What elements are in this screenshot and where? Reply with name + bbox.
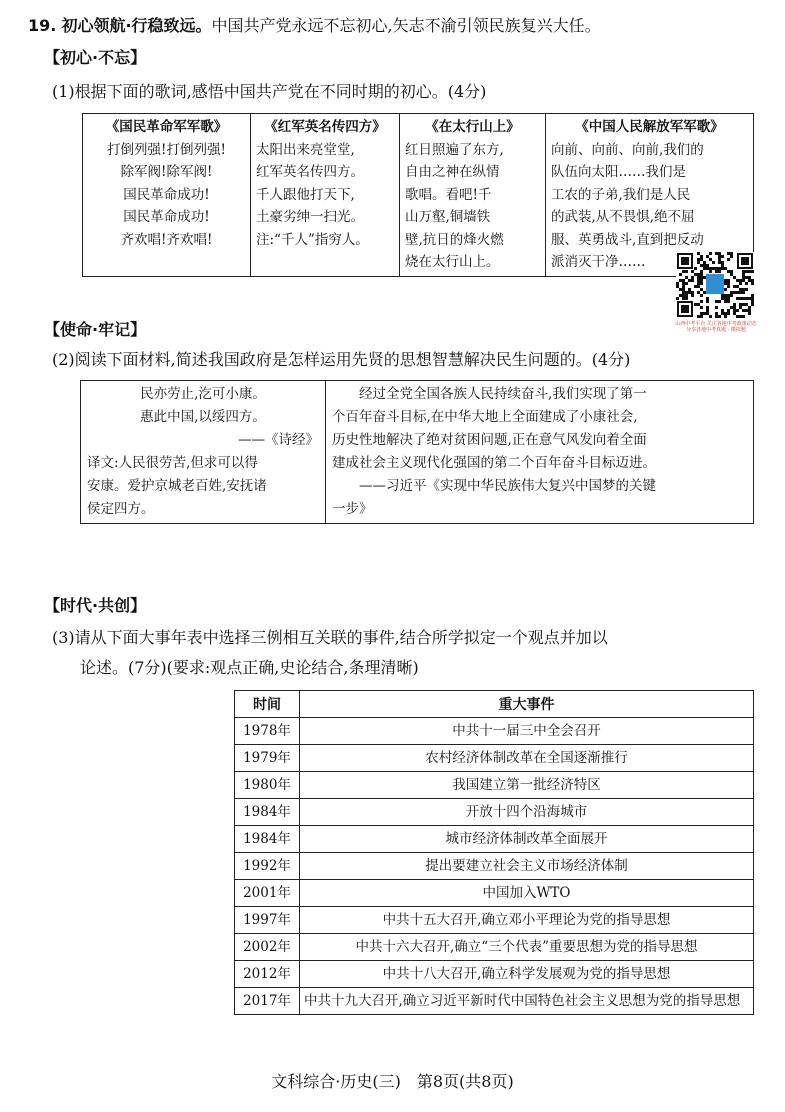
- event-year: 2012年: [235, 961, 300, 988]
- lyric-line: 除军阀!除军阀!: [120, 164, 213, 180]
- table-row: [235, 718, 754, 745]
- lyric-line: 红日照遍了东方,: [405, 141, 504, 158]
- lyric-line: 服、英勇战斗,直到把反动: [551, 231, 704, 248]
- event-year: 1997年: [235, 907, 300, 934]
- song-title: 《在太行山上》: [425, 119, 520, 135]
- poem-source: ——《诗经》: [238, 432, 319, 448]
- song-title: 《中国人民解放军军歌》: [575, 119, 724, 135]
- table-row: [235, 988, 754, 1015]
- page-footer: 文科综合·历史(三) 第8页(共8页): [271, 1072, 514, 1091]
- event-description: 中国加入WTO: [300, 880, 754, 907]
- event-description: 中共十九大召开,确立习近平新时代中国特色社会主义思想为党的指导思想: [300, 988, 754, 1015]
- materials-table: [80, 380, 754, 524]
- lyric-line: 烧在太行山上。: [405, 254, 500, 270]
- translation-line: 译文:人民很劳苦,但求可以得: [87, 455, 258, 471]
- event-description: 中共十一届三中全会召开: [300, 718, 754, 745]
- table-row: [235, 961, 754, 988]
- event-description: 我国建立第一批经济特区: [300, 772, 754, 799]
- lyric-line: 的武装,从不畏惧,绝不屈: [551, 209, 695, 225]
- section-heading-3: 【时代·共创】: [44, 596, 147, 615]
- lyric-line: 千人跟他打天下,: [256, 186, 355, 203]
- event-year: 1980年: [235, 772, 300, 799]
- event-description: 中共十八大召开,确立科学发展观为党的指导思想: [300, 961, 754, 988]
- speech-line: 历史性地解决了绝对贫困问题,正在意气风发向着全面: [332, 432, 647, 448]
- lyric-line: 打倒列强!打倒列强!: [107, 141, 226, 158]
- speech-line: 建成社会主义现代化强国的第二个百年奋斗目标迈进。: [332, 455, 656, 471]
- speech-line: 经过全党全国各族人民持续奋斗,我们实现了第一: [359, 386, 647, 402]
- lyric-line: 土豪劣绅一扫光。: [256, 209, 364, 225]
- speech-source: 一步》: [332, 501, 373, 517]
- table-row: [235, 772, 754, 799]
- table-row: [235, 880, 754, 907]
- lyric-line: 队伍向太阳……我们是: [551, 164, 686, 180]
- lyric-line: 国民革命成功!: [123, 209, 210, 225]
- event-description: 提出要建立社会主义市场经济体制: [300, 853, 754, 880]
- speech-line: 个百年奋斗目标,在中华大地上全面建成了小康社会,: [332, 409, 638, 425]
- lyric-line: 歌唱。看吧!千: [405, 186, 492, 203]
- question-number: 19.: [28, 16, 57, 35]
- question-intro: 中国共产党永远不忘初心,矢志不渝引领民族复兴大任。: [211, 16, 601, 35]
- lyric-line: 太阳出来亮堂堂,: [256, 141, 355, 158]
- event-description: 农村经济体制改革在全国逐渐推行: [300, 745, 754, 772]
- song-cell: [83, 114, 251, 277]
- table-row: [235, 934, 754, 961]
- song-cell: [251, 114, 400, 277]
- event-year: 1979年: [235, 745, 300, 772]
- event-description: 开放十四个沿海城市: [300, 799, 754, 826]
- event-year: 1978年: [235, 718, 300, 745]
- event-description: 中共十五大召开,确立邓小平理论为党的指导思想: [300, 907, 754, 934]
- event-year: 1984年: [235, 826, 300, 853]
- question-title: 初心领航·行稳致远。: [61, 16, 212, 35]
- table-row: [235, 826, 754, 853]
- table-row: [235, 799, 754, 826]
- lyric-line: 红军英名传四方。: [256, 164, 364, 180]
- songs-table: [82, 113, 754, 277]
- lyric-line: 壁,抗日的烽火燃: [405, 231, 504, 248]
- part1-prompt: (1)根据下面的歌词,感悟中国共产党在不同时期的初心。(4分): [52, 82, 487, 101]
- speech-source: ——习近平《实现中华民族伟大复兴中国梦的关键: [359, 478, 656, 494]
- header-year: 时间: [235, 691, 300, 718]
- section-heading-1: 【初心·不忘】: [44, 48, 147, 67]
- lyric-line: 工农的子弟,我们是人民: [551, 186, 691, 203]
- event-description: 中共十六大召开,确立“三个代表”重要思想为党的指导思想: [300, 934, 754, 961]
- qr-code-image: [676, 252, 754, 318]
- table-row: [235, 907, 754, 934]
- translation-line: 侯定四方。: [87, 501, 155, 517]
- lyric-line: 山万壑,铜墙铁: [405, 209, 491, 225]
- qr-caption: 山西中考平台 关注各地中考政策动态 分享各地中考真题 · 模拟题: [675, 321, 757, 333]
- lyric-line: 注:“千人”指穷人。: [256, 231, 369, 248]
- poem-line: 惠此中国,以绥四方。: [140, 409, 266, 425]
- table-row: [235, 853, 754, 880]
- lyric-line: 国民革命成功!: [123, 186, 210, 203]
- speech-cell: [326, 381, 754, 524]
- header-event: 重大事件: [300, 691, 754, 718]
- event-year: 1992年: [235, 853, 300, 880]
- lyric-line: 齐欢唱!齐欢唱!: [120, 231, 213, 248]
- event-year: 2002年: [235, 934, 300, 961]
- question-header: [28, 14, 601, 38]
- part3-prompt-line: (3)请从下面大事年表中选择三例相互关联的事件,结合所学拟定一个观点并加以: [52, 628, 608, 647]
- song-cell: [400, 114, 546, 277]
- lyric-line: 向前、向前、向前,我们的: [551, 141, 704, 158]
- event-year: 2017年: [235, 988, 300, 1015]
- part3-prompt-line: 论述。(7分)(要求:观点正确,史论结合,条理清晰): [80, 658, 419, 677]
- table-row: [235, 745, 754, 772]
- section-heading-2: 【使命·牢记】: [44, 320, 147, 339]
- song-title: 《红军英名传四方》: [264, 119, 386, 135]
- poem-cell: [81, 381, 326, 524]
- events-table: [234, 690, 754, 1015]
- song-title: 《国民革命军军歌》: [105, 119, 228, 135]
- event-year: 1984年: [235, 799, 300, 826]
- lyric-line: 派消灭干净……: [551, 254, 646, 270]
- poem-line: 民亦劳止,汔可小康。: [140, 386, 266, 402]
- lyric-line: 自由之神在纵情: [405, 164, 500, 180]
- translation-line: 安康。爱护京城老百姓,安抚诸: [87, 478, 267, 494]
- event-description: 城市经济体制改革全面展开: [300, 826, 754, 853]
- event-year: 2001年: [235, 880, 300, 907]
- part2-prompt: (2)阅读下面材料,简述我国政府是怎样运用先贤的思想智慧解决民生问题的。(4分): [52, 350, 631, 369]
